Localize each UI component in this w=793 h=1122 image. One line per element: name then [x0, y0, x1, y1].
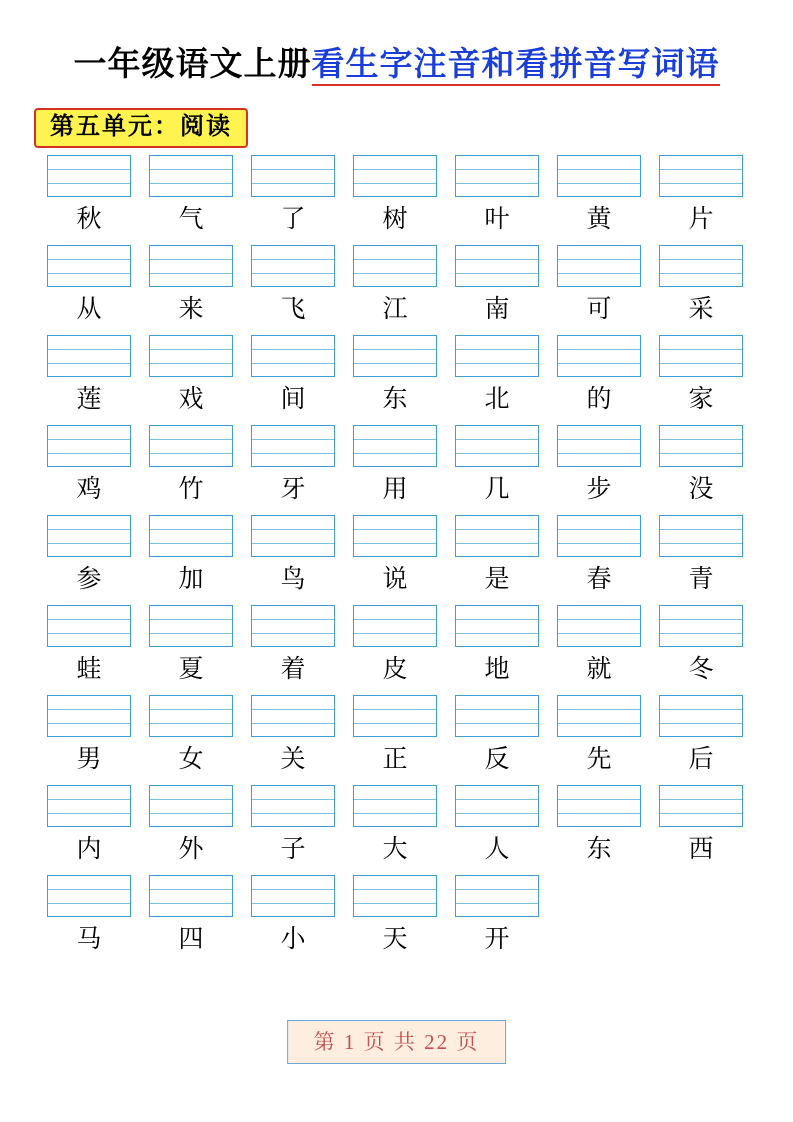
exercise-cell	[38, 335, 140, 417]
hanzi-character: 后	[688, 746, 714, 773]
hanzi-character: 来	[178, 296, 204, 323]
pinyin-input-box[interactable]	[47, 605, 131, 647]
page-footer: 第 1 页 共 22 页	[287, 1020, 507, 1064]
pinyin-input-box[interactable]	[659, 695, 743, 737]
hanzi-character: 北	[484, 386, 510, 413]
pinyin-input-box[interactable]	[353, 875, 437, 917]
hanzi-character: 的	[586, 386, 612, 413]
exercise-cell	[548, 245, 650, 327]
hanzi-character: 从	[76, 296, 102, 323]
exercise-cell	[242, 335, 344, 417]
exercise-cell	[242, 245, 344, 327]
hanzi-character: 正	[382, 746, 408, 773]
pinyin-input-box[interactable]	[455, 155, 539, 197]
exercise-cell	[650, 785, 752, 867]
exercise-cell	[650, 155, 752, 237]
pinyin-input-box[interactable]	[353, 245, 437, 287]
hanzi-character: 秋	[76, 206, 102, 233]
hanzi-character: 人	[484, 836, 510, 863]
exercise-cell	[140, 335, 242, 417]
exercise-cell	[446, 155, 548, 237]
pinyin-input-box[interactable]	[47, 335, 131, 377]
exercise-cell	[548, 425, 650, 507]
hanzi-character: 黄	[586, 206, 612, 233]
exercise-cell	[242, 695, 344, 777]
hanzi-character: 东	[382, 386, 408, 413]
exercise-cell	[140, 605, 242, 687]
exercise-cell	[140, 875, 242, 957]
hanzi-character: 着	[280, 656, 306, 683]
hanzi-character: 牙	[280, 476, 306, 503]
page-title-highlight-3: 看拼音写词语	[516, 47, 720, 86]
pinyin-input-box[interactable]	[353, 335, 437, 377]
pinyin-input-box[interactable]	[251, 335, 335, 377]
grid-row	[38, 695, 754, 777]
hanzi-character: 步	[586, 476, 612, 503]
hanzi-character: 是	[484, 566, 510, 593]
hanzi-character: 几	[484, 476, 510, 503]
hanzi-character: 没	[688, 476, 714, 503]
pinyin-input-box[interactable]	[149, 605, 233, 647]
pinyin-input-box[interactable]	[659, 785, 743, 827]
hanzi-character: 片	[688, 206, 714, 233]
hanzi-character: 蛙	[76, 656, 102, 683]
hanzi-character: 加	[178, 566, 204, 593]
pinyin-input-box[interactable]	[455, 695, 539, 737]
exercise-cell	[446, 425, 548, 507]
grid-row	[38, 425, 754, 507]
grid-row	[38, 335, 754, 417]
pinyin-input-box[interactable]	[251, 875, 335, 917]
hanzi-character: 皮	[382, 656, 408, 683]
pinyin-input-box[interactable]	[557, 515, 641, 557]
exercise-cell	[548, 155, 650, 237]
pinyin-input-box[interactable]	[47, 245, 131, 287]
grid-row	[38, 605, 754, 687]
hanzi-character: 南	[484, 296, 510, 323]
hanzi-character: 马	[76, 926, 102, 953]
hanzi-character: 地	[484, 656, 510, 683]
exercise-cell	[446, 515, 548, 597]
exercise-cell	[446, 785, 548, 867]
exercise-cell	[344, 785, 446, 867]
exercise-cell	[650, 515, 752, 597]
hanzi-character: 小	[280, 926, 306, 953]
exercise-cell	[344, 245, 446, 327]
exercise-cell-empty	[548, 875, 650, 957]
exercise-cell	[38, 425, 140, 507]
exercise-cell	[140, 245, 242, 327]
hanzi-character: 反	[484, 746, 510, 773]
pinyin-input-box[interactable]	[251, 695, 335, 737]
pinyin-input-box[interactable]	[47, 785, 131, 827]
exercise-cell	[140, 515, 242, 597]
exercise-cell	[242, 515, 344, 597]
exercise-cell	[38, 245, 140, 327]
hanzi-character: 了	[280, 206, 306, 233]
hanzi-character: 春	[586, 566, 612, 593]
pinyin-input-box[interactable]	[557, 425, 641, 467]
hanzi-character: 四	[178, 926, 204, 953]
grid-row	[38, 785, 754, 867]
hanzi-character: 说	[382, 566, 408, 593]
pinyin-input-box[interactable]	[353, 695, 437, 737]
hanzi-character: 竹	[178, 476, 204, 503]
pinyin-input-box[interactable]	[251, 155, 335, 197]
pinyin-input-box[interactable]	[353, 515, 437, 557]
pinyin-input-box[interactable]	[47, 695, 131, 737]
exercise-cell-empty	[650, 875, 752, 957]
exercise-cell	[650, 245, 752, 327]
exercise-cell	[242, 785, 344, 867]
pinyin-input-box[interactable]	[149, 695, 233, 737]
exercise-cell	[38, 785, 140, 867]
exercise-cell	[242, 155, 344, 237]
hanzi-character: 外	[178, 836, 204, 863]
hanzi-character: 树	[382, 206, 408, 233]
pinyin-input-box[interactable]	[47, 155, 131, 197]
hanzi-character: 子	[280, 836, 306, 863]
pinyin-input-box[interactable]	[455, 875, 539, 917]
hanzi-character: 大	[382, 836, 408, 863]
exercise-cell	[140, 155, 242, 237]
grid-row	[38, 875, 754, 957]
pinyin-input-box[interactable]	[149, 425, 233, 467]
hanzi-character: 男	[76, 746, 102, 773]
pinyin-input-box[interactable]	[455, 425, 539, 467]
pinyin-input-box[interactable]	[455, 245, 539, 287]
hanzi-character: 青	[688, 566, 714, 593]
pinyin-input-box[interactable]	[47, 425, 131, 467]
hanzi-character: 内	[76, 836, 102, 863]
grid-row	[38, 245, 754, 327]
hanzi-character: 夏	[178, 656, 204, 683]
pinyin-input-box[interactable]	[557, 155, 641, 197]
hanzi-character: 可	[586, 296, 612, 323]
exercise-cell	[446, 335, 548, 417]
pinyin-input-box[interactable]	[557, 785, 641, 827]
exercise-cell	[242, 425, 344, 507]
exercise-cell	[446, 245, 548, 327]
pinyin-input-box[interactable]	[455, 785, 539, 827]
pinyin-input-box[interactable]	[659, 425, 743, 467]
page-title-highlight-2: 和	[482, 47, 516, 86]
exercise-cell	[242, 605, 344, 687]
exercise-cell	[344, 605, 446, 687]
pinyin-input-box[interactable]	[47, 515, 131, 557]
exercise-cell	[446, 875, 548, 957]
hanzi-character: 江	[382, 296, 408, 323]
pinyin-input-box[interactable]	[149, 245, 233, 287]
pinyin-input-box[interactable]	[149, 785, 233, 827]
pinyin-input-box[interactable]	[149, 335, 233, 377]
page-title-highlight-1: 看生字注音	[312, 47, 482, 86]
pinyin-input-box[interactable]	[455, 605, 539, 647]
hanzi-character: 叶	[484, 206, 510, 233]
hanzi-character: 参	[76, 566, 102, 593]
exercise-cell	[344, 335, 446, 417]
pinyin-input-box[interactable]	[353, 155, 437, 197]
exercise-cell	[38, 875, 140, 957]
exercise-cell	[650, 695, 752, 777]
grid-row	[38, 515, 754, 597]
pinyin-input-box[interactable]	[251, 605, 335, 647]
exercise-cell	[38, 695, 140, 777]
hanzi-character: 鸡	[76, 476, 102, 503]
exercise-cell	[650, 605, 752, 687]
pinyin-input-box[interactable]	[149, 155, 233, 197]
exercise-cell	[344, 425, 446, 507]
hanzi-character: 冬	[688, 656, 714, 683]
exercise-cell	[548, 695, 650, 777]
pinyin-input-box[interactable]	[659, 335, 743, 377]
exercise-cell	[548, 515, 650, 597]
exercise-cell	[140, 695, 242, 777]
exercise-cell	[38, 515, 140, 597]
exercise-cell	[140, 425, 242, 507]
hanzi-character: 先	[586, 746, 612, 773]
hanzi-character: 家	[688, 386, 714, 413]
hanzi-character: 莲	[76, 386, 102, 413]
hanzi-character: 鸟	[280, 566, 306, 593]
pinyin-input-box[interactable]	[557, 335, 641, 377]
pinyin-input-box[interactable]	[659, 605, 743, 647]
hanzi-character: 用	[382, 476, 408, 503]
hanzi-character: 间	[280, 386, 306, 413]
exercise-grid	[38, 155, 754, 965]
exercise-cell	[140, 785, 242, 867]
pinyin-input-box[interactable]	[353, 785, 437, 827]
grid-row	[38, 155, 754, 237]
hanzi-character: 就	[586, 656, 612, 683]
hanzi-character: 关	[280, 746, 306, 773]
pinyin-input-box[interactable]	[251, 785, 335, 827]
hanzi-character: 西	[688, 836, 714, 863]
exercise-cell	[38, 155, 140, 237]
hanzi-character: 采	[688, 296, 714, 323]
hanzi-character: 飞	[280, 296, 306, 323]
pinyin-input-box[interactable]	[455, 335, 539, 377]
pinyin-input-box[interactable]	[557, 245, 641, 287]
hanzi-character: 戏	[178, 386, 204, 413]
exercise-cell	[446, 605, 548, 687]
hanzi-character: 气	[178, 206, 204, 233]
exercise-cell	[650, 425, 752, 507]
exercise-cell	[344, 155, 446, 237]
hanzi-character: 开	[484, 926, 510, 953]
hanzi-character: 东	[586, 836, 612, 863]
page-title	[0, 38, 793, 85]
exercise-cell	[548, 335, 650, 417]
pinyin-input-box[interactable]	[149, 515, 233, 557]
pinyin-input-box[interactable]	[353, 425, 437, 467]
hanzi-character: 天	[382, 926, 408, 953]
pinyin-input-box[interactable]	[659, 155, 743, 197]
exercise-cell	[344, 695, 446, 777]
pinyin-input-box[interactable]	[659, 515, 743, 557]
pinyin-input-box[interactable]	[251, 245, 335, 287]
exercise-cell	[650, 335, 752, 417]
pinyin-input-box[interactable]	[557, 695, 641, 737]
pinyin-input-box[interactable]	[659, 245, 743, 287]
pinyin-input-box[interactable]	[557, 605, 641, 647]
pinyin-input-box[interactable]	[353, 605, 437, 647]
exercise-cell	[242, 875, 344, 957]
unit-badge: 第五单元：阅读	[34, 108, 248, 148]
pinyin-input-box[interactable]	[251, 425, 335, 467]
page-title-plain: 一年级语文上册	[73, 47, 312, 83]
exercise-cell	[344, 515, 446, 597]
pinyin-input-box[interactable]	[47, 875, 131, 917]
exercise-cell	[548, 785, 650, 867]
exercise-cell	[344, 875, 446, 957]
hanzi-character: 女	[178, 746, 204, 773]
exercise-cell	[38, 605, 140, 687]
pinyin-input-box[interactable]	[149, 875, 233, 917]
exercise-cell	[548, 605, 650, 687]
exercise-cell	[446, 695, 548, 777]
pinyin-input-box[interactable]	[251, 515, 335, 557]
pinyin-input-box[interactable]	[455, 515, 539, 557]
